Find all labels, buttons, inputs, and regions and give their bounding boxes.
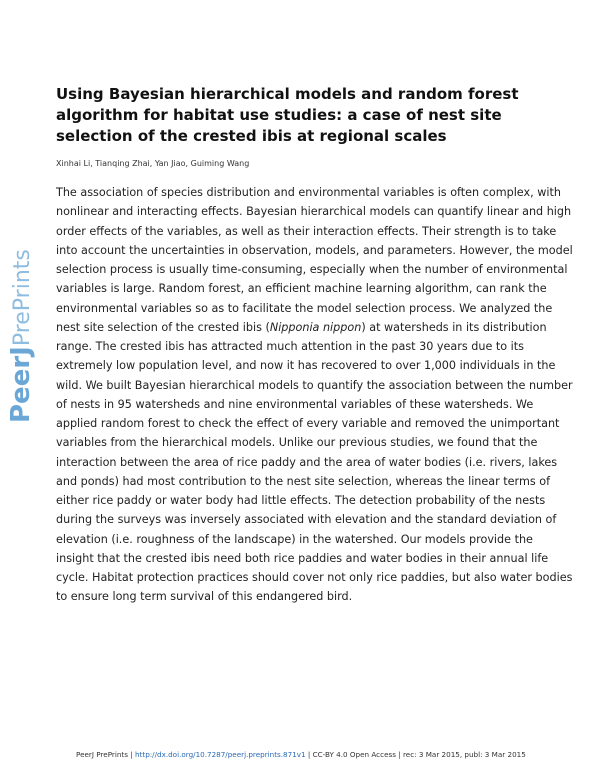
footer-source: PeerJ PrePrints <box>76 750 128 759</box>
peerj-preprints-watermark <box>2 230 36 425</box>
watermark-suffix: PrePrints <box>10 249 35 347</box>
species-name: Nipponia nippon <box>269 320 362 334</box>
svg-text:PeerJPrePrints <box>6 249 36 423</box>
footer-separator: | <box>128 750 135 759</box>
doi-link[interactable]: http://dx.doi.org/10.7287/peerj.preprints.871v1 <box>135 750 306 759</box>
abstract-text-part2: ) at watersheds in its distribution range. The crested ibis has attracted much attention in the past 30 years due to its extremely low population level, and now it has recovered to over 1,000 individuals in the wild. We built Bayesian hierarchical models to quantify the association between the number of nests in 95 watersheds and nine environmental variables of these watersheds. We applied random forest to check the effect of every variable and removed the unimportant variables from the hierarchical models. Unlike our previous studies, we found that the interaction between the area of rice paddy and the area of water bodies (i.e. rivers, lakes and ponds) had most contribution to the nest site selection, whereas the linear terms of either rice paddy or water body had little effects. The detection probability of the nests during the surveys was inversely associated with elevation and the standard deviation of elevation (i.e. roughness of the landscape) in the watershed. Our models provide the insight that the crested ibis need both rice paddies and water bodies in their annual life cycle. Habitat protection practices should cover not only rice paddies, but also water bodies to ensure long term survival of this endangered bird. <box>56 320 573 604</box>
watermark-brand: PeerJ <box>6 346 36 423</box>
paper-title: Using Bayesian hierarchical models and random forest algorithm for habitat use studies: a case of nest site selection of the crested ibis at regional scales <box>56 85 519 145</box>
footer-citation <box>76 750 576 759</box>
abstract-text-part1: The association of species distribution and environmental variables is often complex, with nonlinear and interacting effects. Bayesian hierarchical models can quantify linear and high order effects of the variables, as well as their interaction effects. Their strength is to take into account the uncertainties in observation, models, and parameters. However, the model selection process is usually time-consuming, especially when the number of environmental variables is large. Random forest, an efficient machine learning algorithm, can rank the environmental variables so as to facilitate the model selection process. We analyzed the nest site selection of the crested ibis ( <box>56 186 573 334</box>
author-list: Xinhai Li, Tianqing Zhai, Yan Jiao, Guiming Wang <box>56 159 250 168</box>
abstract <box>56 183 574 607</box>
footer-license-dates: | CC-BY 4.0 Open Access | rec: 3 Mar 2015, publ: 3 Mar 2015 <box>305 750 526 759</box>
